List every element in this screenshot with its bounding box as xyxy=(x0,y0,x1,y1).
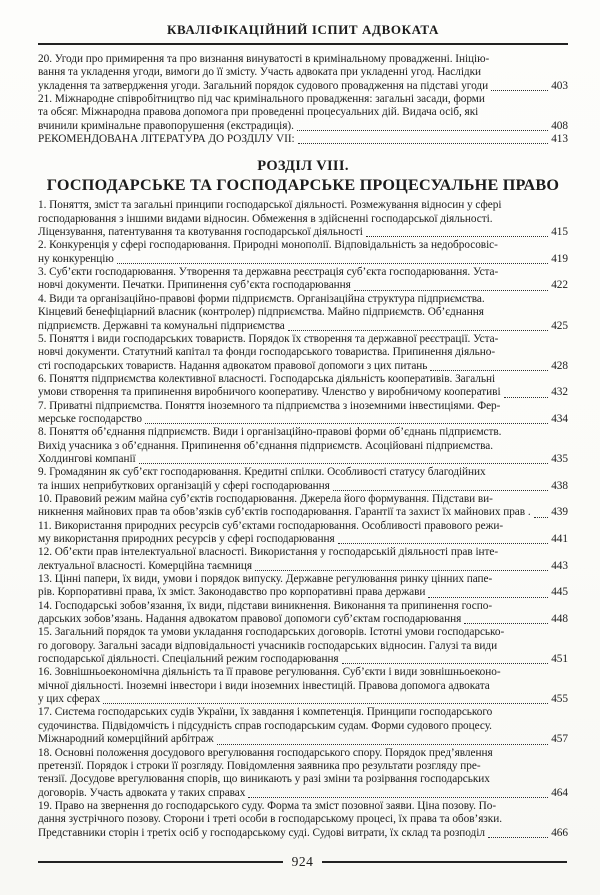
toc-line-text: у цих сферах xyxy=(38,693,101,706)
toc-page-number: 443 xyxy=(551,559,568,572)
toc-entry xyxy=(38,626,568,666)
toc-line-with-page xyxy=(38,560,568,573)
dot-leader xyxy=(488,837,548,838)
toc-line xyxy=(38,213,568,226)
toc-page-number: 439 xyxy=(551,506,568,519)
toc-line-text: вання та укладення угоди, вимоги до її змісту. Участь адвоката при укладенні угод. Наслідки xyxy=(38,66,482,79)
toc-line-with-page xyxy=(38,133,568,146)
dot-leader xyxy=(248,797,548,798)
dot-leader xyxy=(342,663,549,664)
toc-line-text: 8. Поняття об’єднання підприємств. Види і організаційно-правові форми об’єднань підприємств. xyxy=(38,426,502,439)
toc-line-with-page xyxy=(38,506,568,519)
section-heading-title: ГОСПОДАРСЬКЕ ТА ГОСПОДАРСЬКЕ ПРОЦЕСУАЛЬНЕ ПРАВО xyxy=(46,176,560,195)
toc-line-text: лектуальної власності. Комерційна таємниця xyxy=(38,559,253,572)
toc-entry xyxy=(38,520,568,547)
toc-line-with-page xyxy=(38,613,568,626)
toc-line-text: договорів. Участь адвоката у таких справах xyxy=(38,786,246,799)
running-head-title: КВАЛІФІКАЦІЙНИЙ ІСПИТ АДВОКАТА xyxy=(166,22,440,37)
toc-line-text: мічної діяльності. Іноземні інвестори і види іноземних інвестицій. Правова допомога адвоката xyxy=(38,679,490,692)
toc-page-number: 448 xyxy=(551,613,568,626)
toc-line-text: умови створення та припинення виробничого кооперативу. Членство у виробничому кооперативі xyxy=(38,386,501,399)
toc-page-number: 413 xyxy=(551,133,568,146)
table-of-contents xyxy=(38,53,568,840)
toc-page-number: 408 xyxy=(551,119,568,132)
toc-line xyxy=(38,640,568,653)
toc-line xyxy=(38,680,568,693)
toc-line xyxy=(38,666,568,679)
toc-page-number: 445 xyxy=(551,586,568,599)
toc-line xyxy=(38,747,568,760)
dot-leader xyxy=(217,744,549,745)
toc-line-text: 2. Конкуренція у сфері господарювання. Природні монополії. Відповідальність за недобросовіс- xyxy=(38,239,498,252)
dot-leader xyxy=(430,370,548,371)
toc-line-text: Ліцензування, патентування та квотування господарської діяльності xyxy=(38,226,363,239)
toc-entry xyxy=(38,747,568,800)
toc-page-number: 428 xyxy=(551,359,568,372)
dot-leader xyxy=(464,623,548,624)
toc-entry xyxy=(38,53,568,93)
toc-line-with-page xyxy=(38,253,568,266)
toc-line-with-page xyxy=(38,360,568,373)
toc-line-text: новчі документи. Статутний капітал та фонди господарського товариства. Припинення діяльно- xyxy=(38,346,496,359)
toc-line-with-page xyxy=(38,80,568,93)
footer-rule-left xyxy=(38,861,283,863)
toc-line xyxy=(38,66,568,79)
toc-entry xyxy=(38,466,568,493)
toc-line-text: 19. Право на звернення до господарського суду. Форма та зміст позовної заяви. Ціна позову. По- xyxy=(38,799,497,812)
dot-leader xyxy=(534,517,549,518)
toc-line-with-page xyxy=(38,480,568,493)
toc-line-text: 10. Правовий режим майна суб’єктів господарювання. Джерела його формування. Підстави ви- xyxy=(38,492,493,505)
toc-line-text: Холдингові компанії xyxy=(38,452,136,465)
toc-line-text: Кінцевий бенефіціарний власник (контролер) підприємства. Майно підприємств. Об’єднання xyxy=(38,306,484,319)
footer-rule-right xyxy=(322,861,567,863)
toc-line-text: тензії. Досудове врегулювання спорів, що виникають у разі зміни та розірвання господарських xyxy=(38,773,490,786)
toc-line-text: та обсяг. Міжнародна правова допомога при проведенні процесуальних дій. Видача осіб, які xyxy=(38,106,479,119)
toc-entry xyxy=(38,600,568,627)
dot-leader xyxy=(338,543,549,544)
toc-line-text: мерське господарство xyxy=(38,412,142,425)
toc-line xyxy=(38,346,568,359)
toc-line-text: 15. Загальний порядок та умови укладання господарських договорів. Істотні умови господарсько- xyxy=(38,626,505,639)
toc-line-with-page xyxy=(38,386,568,399)
toc-entry xyxy=(38,133,568,146)
toc-line-text: та інших неприбуткових організацій у сфері господарювання xyxy=(38,479,330,492)
toc-line xyxy=(38,400,568,413)
section-heading-number: РОЗДІЛ VIII. xyxy=(257,158,349,175)
toc-line-text: 4. Види та організаційно-правові форми підприємств. Організаційна структура підприємства. xyxy=(38,292,485,305)
toc-line-text: 11. Використання природних ресурсів суб’єктами господарювання. Особливості правового режи- xyxy=(38,519,504,532)
toc-line xyxy=(38,333,568,346)
toc-line xyxy=(38,546,568,559)
toc-line-text: 5. Поняття і види господарських товариств. Порядок їх створення та державної реєстрації. Уста- xyxy=(38,332,499,345)
toc-line-with-page xyxy=(38,827,568,840)
toc-line-text: господарювання з іншими видами відносин. Обмеження в здійсненні господарської діяльності. xyxy=(38,212,493,225)
dot-leader xyxy=(428,597,548,598)
toc-entry xyxy=(38,373,568,400)
toc-entry xyxy=(38,266,568,293)
toc-entry xyxy=(38,493,568,520)
toc-line xyxy=(38,626,568,639)
toc-line-text: вчинили кримінальне правопорушення (екстрадиція). xyxy=(38,119,294,132)
toc-page-number: 434 xyxy=(551,412,568,425)
dot-leader xyxy=(298,143,549,144)
toc-line-with-page xyxy=(38,453,568,466)
toc-line xyxy=(38,773,568,786)
toc-line-text: укладення та затвердження угоди. Загальний порядок судового провадження на підставі угоди xyxy=(38,79,489,92)
toc-line-text: никнення майнових прав та обов’язків суб’єктів господарювання. Гарантії та захист їх майнових прав . xyxy=(38,506,531,519)
page-footer xyxy=(38,854,567,870)
toc-line-with-page xyxy=(38,320,568,333)
toc-line-with-page xyxy=(38,653,568,666)
toc-line xyxy=(38,520,568,533)
toc-entry xyxy=(38,800,568,840)
dot-leader xyxy=(333,490,548,491)
toc-line xyxy=(38,239,568,252)
toc-line xyxy=(38,800,568,813)
toc-line-text: РЕКОМЕНДОВАНА ЛІТЕРАТУРА ДО РОЗДІЛУ VII: xyxy=(38,133,295,146)
toc-line-text: Представники сторін і третіх осіб у господарському суді. Судові витрати, їх склад та розподіл xyxy=(38,826,485,839)
toc-line-text: 3. Суб’єкти господарювання. Утворення та державна реєстрація суб’єкта господарювання. Уста- xyxy=(38,266,499,279)
toc-page-number: 432 xyxy=(551,386,568,399)
toc-line-with-page xyxy=(38,586,568,599)
toc-line xyxy=(38,53,568,66)
toc-page-number: 403 xyxy=(551,79,568,92)
toc-line-text: 18. Основні положення досудового врегулювання господарського спору. Порядок пред’явлення xyxy=(38,746,493,759)
toc-page-number: 457 xyxy=(551,733,568,746)
toc-page-number: 451 xyxy=(551,653,568,666)
dot-leader xyxy=(145,423,548,424)
page-number: 924 xyxy=(291,854,314,869)
dot-leader xyxy=(117,263,548,264)
toc-line-text: 16. Зовнішньоекономічна діяльність та її правове регулювання. Суб’єкти і види зовнішньоеконо- xyxy=(38,666,501,679)
toc-page-number: 415 xyxy=(551,226,568,239)
toc-entry xyxy=(38,239,568,266)
section-heading xyxy=(38,158,568,195)
toc-line xyxy=(38,293,568,306)
toc-line-text: 13. Цінні папери, їх види, умови і порядок випуску. Державне регулювання ринку цінних папе- xyxy=(38,573,493,586)
toc-line-with-page xyxy=(38,787,568,800)
toc-line-with-page xyxy=(38,693,568,706)
toc-page-number: 435 xyxy=(551,452,568,465)
toc-line xyxy=(38,493,568,506)
toc-entry xyxy=(38,546,568,573)
toc-line-text: 1. Поняття, зміст та загальні принципи господарської діяльності. Розмежування відносин у сфері xyxy=(38,199,502,212)
dot-leader xyxy=(288,330,548,331)
toc-page-number: 422 xyxy=(551,279,568,292)
toc-page-number: 438 xyxy=(551,479,568,492)
toc-entry xyxy=(38,666,568,706)
toc-line-text: 7. Приватні підприємства. Поняття іноземного та підприємства з іноземними інвестиціями. Фер- xyxy=(38,399,501,412)
toc-line-text: 17. Система господарських судів України, їх завдання і компетенція. Принципи господарського xyxy=(38,706,493,719)
toc-line xyxy=(38,760,568,773)
toc-line xyxy=(38,573,568,586)
toc-line xyxy=(38,600,568,613)
toc-line-text: дарських зобов’язань. Надання адвокатом правової допомоги суб’єктам господарювання xyxy=(38,613,462,626)
toc-line xyxy=(38,373,568,386)
dot-leader xyxy=(354,290,548,291)
dot-leader xyxy=(255,570,548,571)
toc-entry xyxy=(38,400,568,427)
toc-line xyxy=(38,466,568,479)
toc-section-viii-items xyxy=(38,199,568,840)
toc-entry xyxy=(38,199,568,239)
toc-entry xyxy=(38,706,568,746)
toc-entry xyxy=(38,573,568,600)
toc-line-text: 20. Угоди про примирення та про визнання винуватості в кримінальному провадженні. Ініцію- xyxy=(38,53,490,65)
toc-line-with-page xyxy=(38,120,568,133)
toc-line-text: 12. Об’єкти прав інтелектуальної власності. Використання у господарській діяльності прав інте- xyxy=(38,546,499,559)
toc-entry xyxy=(38,426,568,466)
toc-entry xyxy=(38,333,568,373)
toc-line-text: сті господарських товариств. Надання адвокатом правової допомоги з цих питань xyxy=(38,359,428,372)
toc-line-text: підприємств. Державні та комунальні підприємства xyxy=(38,319,285,332)
toc-line-with-page xyxy=(38,279,568,292)
toc-section-vii-continued xyxy=(38,53,568,146)
toc-page-number: 464 xyxy=(551,786,568,799)
toc-page-number: 425 xyxy=(551,319,568,332)
header-rule xyxy=(38,43,568,45)
toc-line xyxy=(38,306,568,319)
toc-line-text: господарської діяльності. Спеціальний режим господарювання xyxy=(38,653,339,666)
toc-line-text: дання зустрічного позову. Сторони і треті особи в господарському процесі, їх права та обов’язки. xyxy=(38,813,502,826)
toc-line-text: 14. Господарські зобов’язання, їх види, підстави виникнення. Виконання та припинення госпо- xyxy=(38,599,493,612)
dot-leader xyxy=(297,130,548,131)
toc-line xyxy=(38,440,568,453)
toc-line-text: рів. Корпоративні права, їх зміст. Законодавство про корпоративні права держави xyxy=(38,586,426,599)
toc-page-number: 419 xyxy=(551,252,568,265)
page-header xyxy=(38,22,568,45)
toc-line-with-page xyxy=(38,226,568,239)
toc-line xyxy=(38,93,568,106)
dot-leader xyxy=(504,397,549,398)
dot-leader xyxy=(103,703,548,704)
toc-line-with-page xyxy=(38,533,568,546)
toc-line-text: 6. Поняття підприємства колективної власності. Господарська діяльність кооперативів. Загальні xyxy=(38,372,496,385)
toc-line-text: Вихід учасника з об’єднання. Припинення об’єднання підприємств. Асоційовані підприємства. xyxy=(38,439,494,452)
toc-line-text: новчі документи. Печатки. Припинення суб’єкта господарювання xyxy=(38,279,351,292)
toc-line xyxy=(38,706,568,719)
toc-page-number: 466 xyxy=(551,826,568,839)
toc-entry xyxy=(38,293,568,333)
toc-line-text: 9. Громадянин як суб’єкт господарювання. Кредитні спілки. Особливості статусу благодійних xyxy=(38,466,486,479)
toc-line-text: 21. Міжнародне співробітництво під час кримінального провадження: загальні засади, форми xyxy=(38,93,485,106)
toc-line-text: Міжнародний комерційний арбітраж xyxy=(38,733,214,746)
toc-page-number: 441 xyxy=(551,533,568,545)
toc-line-with-page xyxy=(38,733,568,746)
toc-entry xyxy=(38,93,568,133)
toc-line xyxy=(38,199,568,212)
dot-leader xyxy=(491,90,548,91)
toc-line xyxy=(38,106,568,119)
toc-line-with-page xyxy=(38,413,568,426)
dot-leader xyxy=(139,463,549,464)
toc-page-number: 455 xyxy=(551,693,568,706)
toc-line xyxy=(38,266,568,279)
toc-line xyxy=(38,720,568,733)
toc-line-text: судочинства. Підвідомчість і підсудність справ господарським судам. Форми судового процесу. xyxy=(38,719,492,732)
toc-line-text: му використання природних ресурсів у сфері господарювання xyxy=(38,533,335,545)
toc-line-text: ну конкуренцію xyxy=(38,252,114,265)
toc-line-text: претензії. Порядок і строки її розгляду. Повідомлення заявника про результати розгляду пре- xyxy=(38,759,481,772)
toc-line-text: го договору. Загальні засади відповідальності учасників господарських відносин. Галузі та види xyxy=(38,639,498,652)
dot-leader xyxy=(366,236,548,237)
toc-line xyxy=(38,813,568,826)
toc-line xyxy=(38,426,568,439)
